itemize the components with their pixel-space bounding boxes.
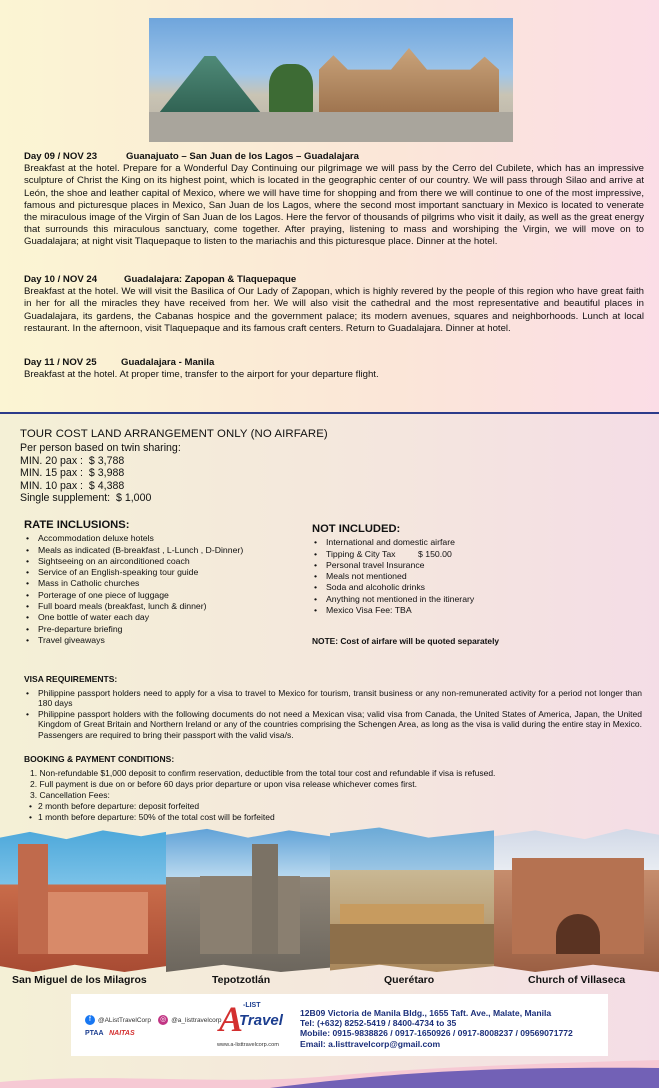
list-item: • 2 month before departure: deposit forfeited [24,801,642,812]
list-item: • Philippine passport holders with the following documents do not need a Mexican visa; valid visa from Canada, the United States of America, Japan, the United Kingdom of Great Britain and Northern Ireland or any of the countries comprising the Schengen Area, as long as the visa is valid during the entire stay in Mexico. Passengers are required to bring their passport with the valid visa/s. [24,709,642,741]
details-background [0,414,659,1088]
caption-villaseca: Church of Villaseca [528,974,626,986]
naitas-logo: NAITAS [109,1030,135,1037]
tour-cost-title: TOUR COST LAND ARRANGEMENT ONLY (NO AIRFARE) [20,428,328,440]
address: 12B09 Victoria de Manila Bldg., 1655 Taft. Ave., Malate, Manila [300,1008,552,1018]
not-included-title: NOT INCLUDED: [312,523,401,535]
email[interactable]: Email: a.listtravelcorp@gmail.com [300,1038,441,1049]
photo-trees [269,64,313,116]
inclusions-title: RATE INCLUSIONS: [24,519,130,531]
booking-title: BOOKING & PAYMENT CONDITIONS: [24,754,175,764]
contact-footer [71,994,608,1056]
caption-tepotzotlan: Tepotzotlán [212,974,271,986]
list-item: • Travel giveaways [24,635,304,646]
photo-bell-tower [18,844,48,954]
list-item: • 1 month before departure: 50% of the total cost will be forfeited [24,812,642,823]
day-10 [24,274,644,335]
photo-villaseca [494,826,659,972]
list-item: • Mass in Catholic churches [24,578,304,589]
logo-letter-a: A [219,999,244,1039]
list-item: • Soda and alcoholic drinks [312,582,642,593]
website-link[interactable]: www.a-listtravelcorp.com [217,1042,279,1048]
list-item: • Tipping & City Tax $ 150.00 [312,549,642,560]
logo-list: -LIST [243,1002,261,1009]
day-title: Guanajuato – San Juan de los Lagos – Guadalajara [126,151,359,162]
tour-cost [20,428,328,504]
list-item: • Accommodation deluxe hotels [24,533,304,544]
tour-cost-subtitle: Per person based on twin sharing: [20,442,181,455]
day-title: Guadalajara - Manila [121,357,215,368]
day-date: Day 11 / NOV 25 [24,357,97,368]
footer-wave [0,1058,659,1088]
visa-requirements [24,674,642,741]
list-item: • Philippine passport holders need to apply for a visa to travel to Mexico for tourism, transit business or any non-remunerated activity for a period not longer than 180 days [24,688,642,709]
day-date: Day 09 / NOV 23 [24,151,98,162]
day-description: Breakfast at the hotel. We will visit the Basilica of Our Lady of Zapopan, which is highly revered by the people of this region who have great faith in her for all the miracles they have received from her. We will also visit the cathedral and the most representative and beautiful places in Guadalajara, its gardens, the Cabanas hospice and the government palace; its modern avenues, squares and neighborhoods. Lunch at local restaurant. In the afternoon, visit Tlaquepaque and its famous craft centers. Return to Guadalajara. Dinner at hotel. [24,286,644,334]
day-11 [24,357,644,381]
photo-tower [252,844,278,954]
photo-church-facade [200,876,300,954]
photo-door [556,914,600,954]
day-date: Day 10 / NOV 24 [24,274,98,285]
list-item: • One bottle of water each day [24,612,304,623]
booking-conditions [24,754,642,822]
list-item: 1. Non-refundable $1,000 deposit to confirm reservation, deductible from the total tour cost and refundable if visa is refused. [30,767,496,778]
telephone: Tel: (+632) 8252-5419 / 8400-4734 to 35 [300,1018,457,1029]
list-item: • Service of an English-speaking tour guide [24,567,304,578]
cost-row: Single supplement: $ 1,000 [20,492,152,505]
alist-travel-logo [213,998,293,1050]
mobile: Mobile: 0915-9838826 / 0917-1650926 / 0917-8008237 / 09569071772 [300,1028,573,1039]
list-item: • Full board meals (breakfast, lunch & dinner) [24,601,304,612]
photo-modern-basilica [155,56,265,118]
not-included [312,524,642,616]
list-item: • Mexico Visa Fee: TBA [312,605,642,616]
instagram-icon: ◎ [160,1016,167,1024]
association-logos [85,1030,135,1037]
cost-row: MIN. 20 pax : $ 3,788 [20,454,125,467]
list-item: • Personal travel Insurance [312,560,642,571]
day-09 [24,151,644,249]
day-title: Guadalajara: Zapopan & Tlaquepaque [124,274,297,285]
visa-title: VISA REQUIREMENTS: [24,674,118,684]
contact-details [300,1008,573,1049]
rate-inclusions [24,520,304,646]
photo-aqueduct [340,904,484,926]
basilica-photo [149,18,513,142]
list-item: • Meals as indicated (B-breakfast , L-Lunch , D-Dinner) [24,545,304,556]
photo-plaza [149,112,513,142]
ptaa-logo: PTAA [85,1030,104,1037]
list-item: • Pre-departure briefing [24,624,304,635]
social-links [85,1014,222,1028]
list-item: 2. Full payment is due on or before 60 days prior departure or upon visa release whichever comes first. [30,778,417,789]
caption-queretaro: Querétaro [384,974,435,986]
airfare-note: NOTE: Cost of airfare will be quoted separately [312,636,500,646]
destination-photos [0,826,659,972]
list-item: • Anything not mentioned in the itinerary [312,594,642,605]
day-description: Breakfast at the hotel. Prepare for a Wonderful Day Continuing our pilgrimage we will pass by the Cerro del Cubilete, which has an impressive sculpture of Christ the King on its highest point, which is located in the geographic center of our country. We will pass through Silao and arrive at León, the shoe and leather capital of Mexico, where we will have time for shopping and from there we will continue to one of the most impressive, famous and picturesque places in Mexico, San Juan de los Lagos, where the second most important sanctuary in Mexico is located to venerate the miraculous image of the Virgin of San Juan de los Lagos. Here the fervor of thousands of pilgrims who visit it daily, as well as the great energy that surrounds this miraculous sanctuary, come together. After praying, listening to mass and worshiping the Virgin, we will move on to Guadalajara; at night visit Tlaquepaque to listen to the mariachis and this picturesque place. Dinner at the hotel. [24,163,644,248]
list-item: • Porterage of one piece of luggage [24,590,304,601]
cost-row: MIN. 15 pax : $ 3,988 [20,467,125,480]
photo-city [330,924,494,964]
facebook-icon: f [85,1015,95,1025]
day-description: Breakfast at the hotel. At proper time, transfer to the airport for your departure flight. [24,369,379,381]
logo-travel: Travel [239,1012,283,1029]
photo-queretaro [330,826,494,972]
cost-row: MIN. 10 pax : $ 4,388 [20,479,125,492]
list-item: • International and domestic airfare [312,537,642,548]
photo-tepotzotlan [166,826,330,972]
caption-san-miguel: San Miguel de los Milagros [12,974,147,986]
list-item: • Meals not mentioned [312,571,642,582]
list-item: • Sightseeing on an airconditioned coach [24,556,304,567]
itinerary-section [0,0,659,410]
facebook-handle[interactable]: @AListTravelCorp [98,1017,151,1024]
list-item: 3. Cancellation Fees: [30,789,110,800]
instagram-handle[interactable]: @a_listtravelcorp [171,1017,222,1024]
photo-san-miguel [0,826,166,972]
photo-old-basilica [319,48,499,120]
photo-church-wall [48,892,148,954]
